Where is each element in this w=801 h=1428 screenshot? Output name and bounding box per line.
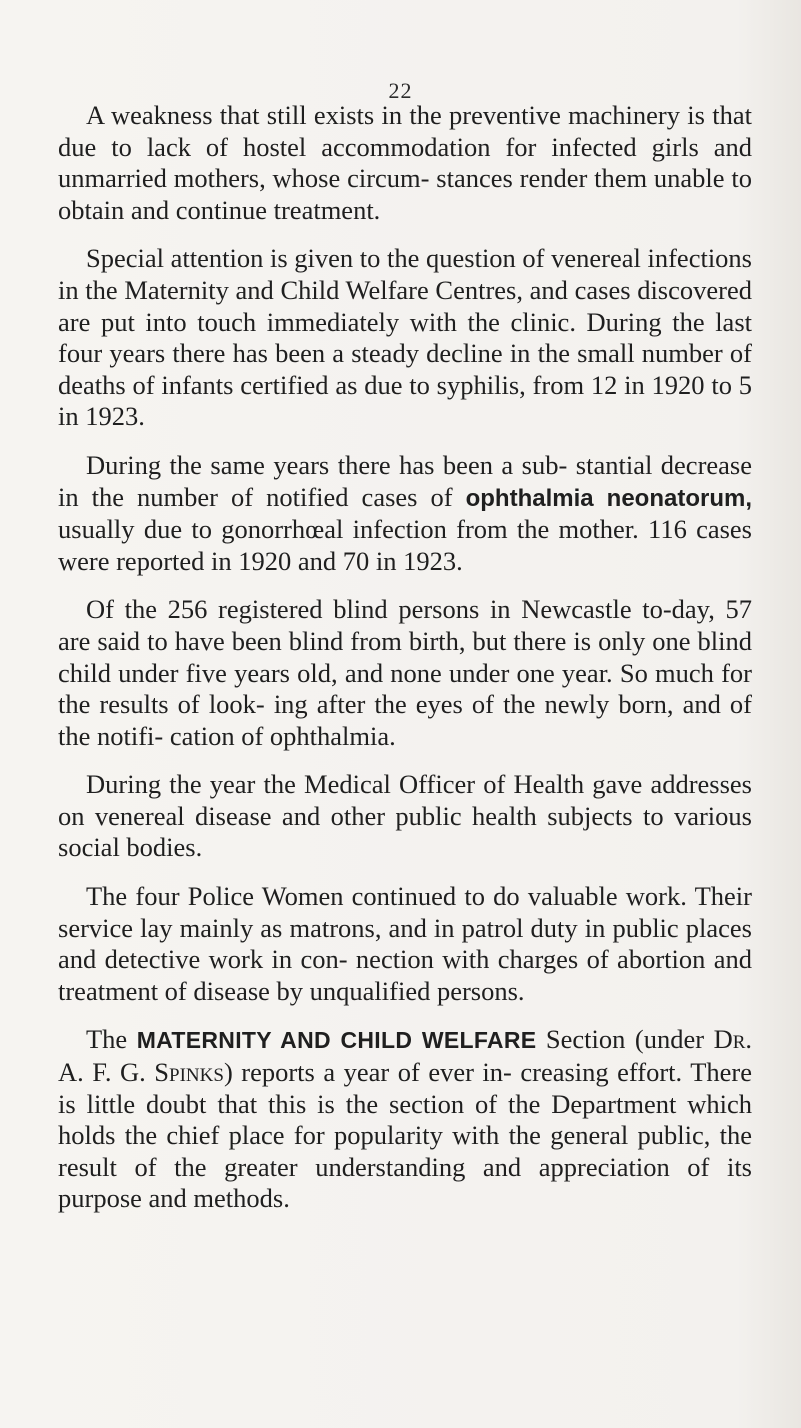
page-number: 22 <box>388 78 413 103</box>
paragraph-blind-persons: Of the 256 registered blind persons in Newcastle to-day, 57 are said to have been blind from birth, but there is only one blind child under five years old, and none under one year. So much for the results of look- ing after the eyes of the newly born, and of the notifi- cation of ophthalmia. <box>58 594 752 751</box>
paragraph-maternity-child-welfare <box>58 1024 752 1215</box>
paragraph-medical-officer: During the year the Medical Officer of Health gave addresses on venereal disease and other public health subjects to various social bodies. <box>58 769 752 863</box>
paragraph-text: usually due to gonorrhœal infection from the mother. 116 cases were reported in 1920 and 70 in 1923. <box>58 514 752 576</box>
paragraph-ophthalmia <box>58 450 752 577</box>
paragraph-text: Section (under <box>536 1024 714 1055</box>
bold-term-ophthalmia-neonatorum: ophthalmia neonatorum, <box>465 484 752 512</box>
section-heading-maternity-child-welfare: MATERNITY AND CHILD WELFARE <box>136 1027 537 1054</box>
paragraph-text: The <box>86 1024 137 1055</box>
paragraph-police-women: The four Police Women continued to do valuable work. Their service lay mainly as matrons, and in patrol duty in public places and detective work in con- nection with charges of abortion and treatment of disease by unqualified persons. <box>58 881 752 1006</box>
officer-name: Dr. A. F. G. Spinks <box>58 1024 752 1088</box>
paragraph-hostel-accommodation: A weakness that still exists in the preventive machinery is that due to lack of hostel accommodation for infected girls and unmarried mothers, whose circum- stances render them unable to obtain and continue treatment. <box>58 100 752 225</box>
paragraph-text: ) reports a year of ever in- creasing effort. There is little doubt that this is the section of the Department which holds the chief place for popularity with the general public, the result of the greater understanding and appreciation of its purpose and methods. <box>58 1057 752 1214</box>
body-text <box>58 100 752 1232</box>
paragraph-venereal-infections: Special attention is given to the question of venereal infections in the Maternity and Child Welfare Centres, and cases discovered are put into touch immediately with the clinic. During the last four years there has been a steady decline in the small number of deaths of infants certified as due to syphilis, from 12 in 1920 to 5 in 1923. <box>58 243 752 432</box>
paragraph-text: During the same years there has been a sub- stantial decrease in the number of notified cases of <box>58 449 752 512</box>
